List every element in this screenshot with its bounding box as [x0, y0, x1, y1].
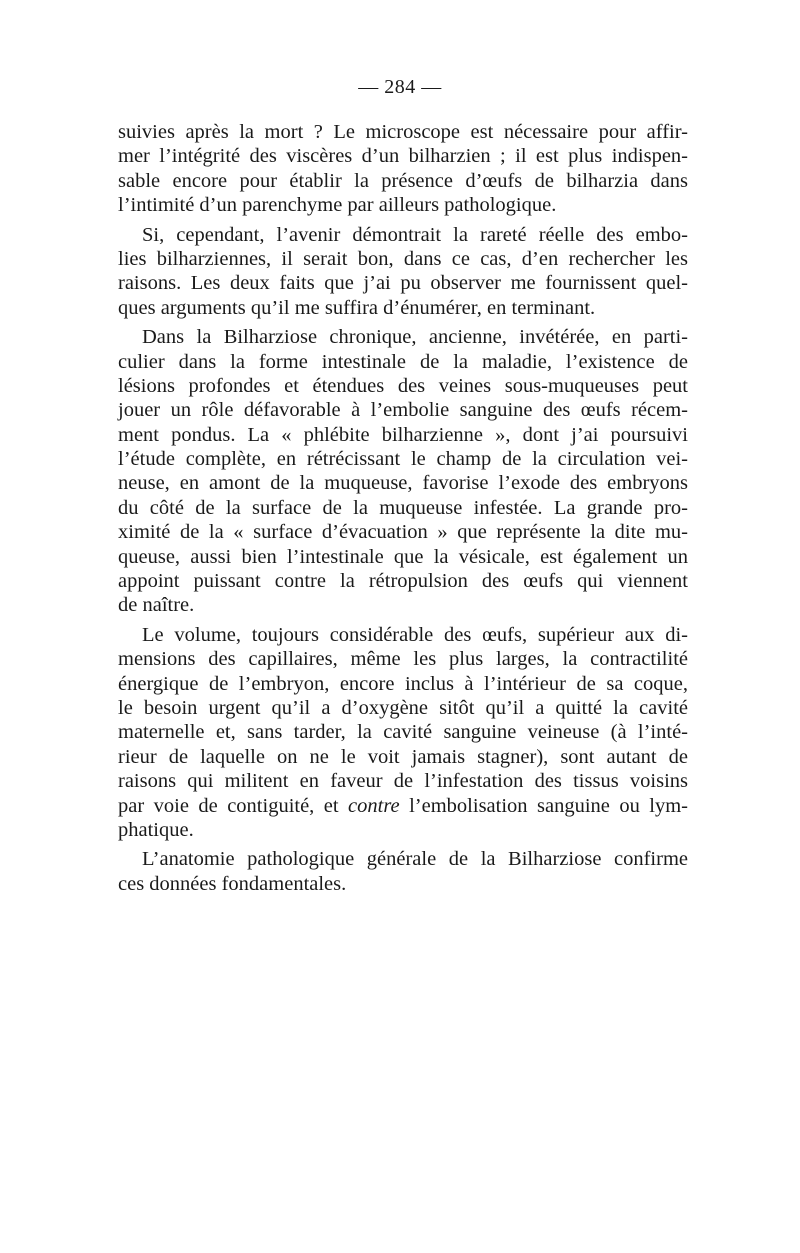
text-line: ces données fondamentales. — [118, 872, 347, 895]
text-line: Dans la Bilharziose chronique, ancienne, invétérée, en parti- — [142, 326, 688, 349]
text-line: appoint puissant contre la rétropulsion des œufs qui viennent — [118, 570, 688, 593]
paragraph-3 — [118, 325, 688, 618]
text-line: Le volume, toujours considérable des œufs, supérieur aux di- — [142, 623, 688, 646]
text-line: Si, cependant, l’avenir démontrait la rareté réelle des embo- — [142, 223, 688, 246]
text-line: du côté de la surface de la muqueuse infestée. La grande pro- — [118, 496, 688, 519]
text-line: neuse, en amont de la muqueuse, favorise l’exode des embryons — [118, 472, 688, 495]
text-line: rieur de laquelle on ne le voit jamais stagner), sont autant de — [118, 745, 688, 768]
text-line: l’étude complète, en rétrécissant le champ de la circulation vei- — [118, 448, 688, 471]
text-line: ximité de la « surface d’évacuation » que représente la dite mu- — [118, 521, 688, 544]
text-line: L’anatomie pathologique générale de la Bilharziose confirme — [142, 848, 688, 871]
paragraph-1 — [118, 120, 688, 218]
text-line: culier dans la forme intestinale de la maladie, l’existence de — [118, 350, 688, 373]
text-line-with-italic — [118, 794, 688, 818]
text-line: ment pondus. La « phlébite bilharzienne », dont j’ai poursuivi — [118, 423, 688, 446]
text-line: ques arguments qu’il me suffira d’énumérer, en terminant. — [118, 296, 596, 319]
text-line: raisons. Les deux faits que j’ai pu observer me fournissent quel- — [118, 272, 688, 295]
text-line: de naître. — [118, 594, 195, 617]
text-line: suivies après la mort ? Le microscope est nécessaire pour affir- — [118, 121, 688, 143]
italic-word: contre — [348, 794, 400, 817]
text-line: phatique. — [118, 818, 194, 841]
text-line: mensions des capillaires, même les plus larges, la contractilité — [118, 648, 688, 671]
text-line: l’intimité d’un parenchyme par ailleurs pathologique. — [118, 194, 557, 217]
paragraph-4 — [118, 623, 688, 843]
text-line: sable encore pour établir la présence d’œufs de bilharzia dans — [118, 169, 688, 192]
paragraph-5 — [118, 847, 688, 896]
body-text — [118, 120, 688, 896]
text-line: maternelle et, sans tarder, la cavité sanguine veineuse (à l’inté- — [118, 721, 688, 744]
text-line: énergique de l’embryon, encore inclus à l’intérieur de sa coque, — [118, 672, 688, 695]
text-line: mer l’intégrité des viscères d’un bilharzien ; il est plus indispen- — [118, 145, 688, 168]
text-segment: l’embolisation sanguine ou lym- — [399, 794, 689, 817]
paragraph-2 — [118, 223, 688, 321]
text-line: jouer un rôle défavorable à l’embolie sanguine des œufs récem- — [118, 399, 688, 422]
text-line: queuse, aussi bien l’intestinale que la vésicale, est également un — [118, 545, 688, 568]
page-number: — 284 — — [358, 76, 442, 98]
text-segment: par voie de contiguité, et — [118, 794, 349, 817]
text-line: le besoin urgent qu’il a d’oxygène sitôt qu’il a quitté la cavité — [118, 696, 688, 719]
text-line: raisons qui militent en faveur de l’infestation des tissus voisins — [118, 770, 688, 793]
text-line: lésions profondes et étendues des veines sous-muqueuses peut — [118, 374, 688, 397]
text-line: lies bilharziennes, il serait bon, dans ce cas, d’en rechercher les — [118, 247, 688, 270]
